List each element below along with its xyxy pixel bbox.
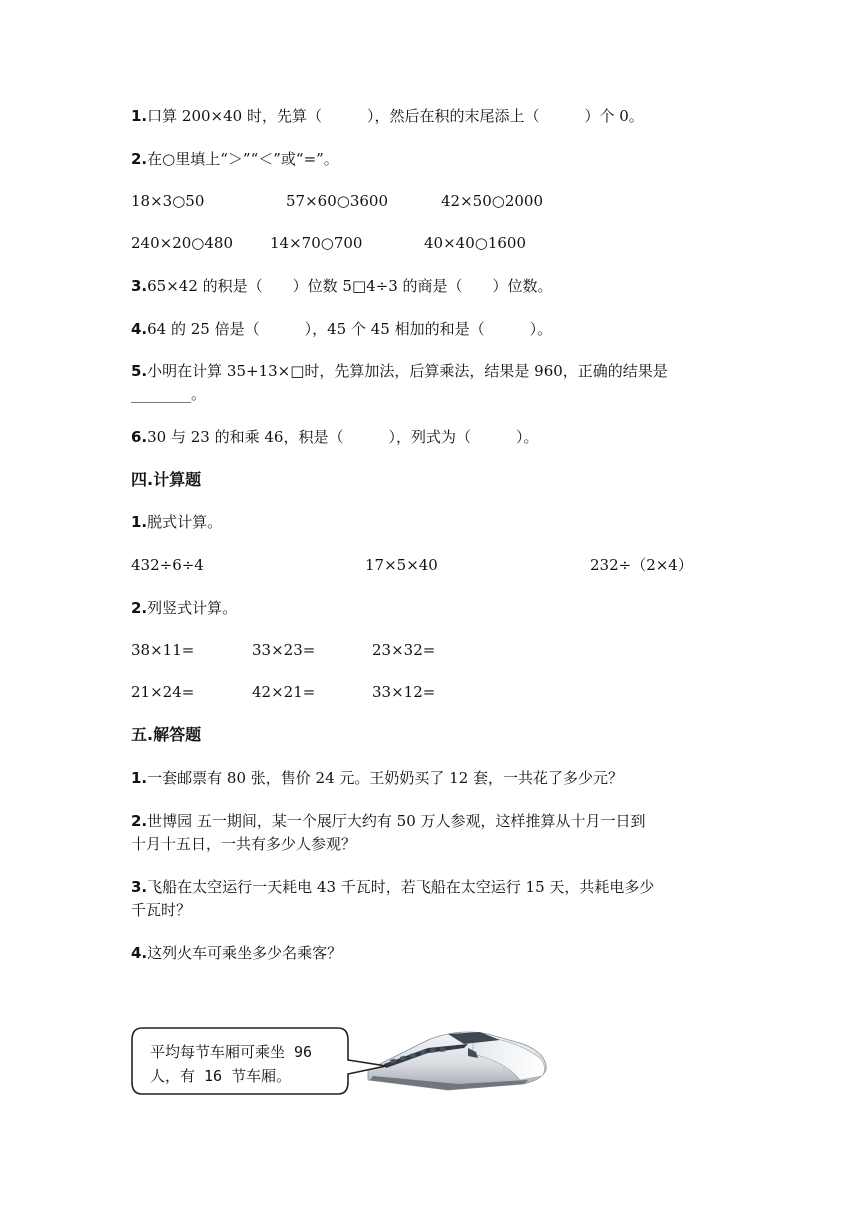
question-3-2: 2.在○里填上“＞”“＜”或“=”。	[131, 150, 339, 168]
question-5-2: 2.世博园 五一期间，某一个展厅大约有 50 万人参观，这样推算从十月一日到	[131, 812, 646, 830]
question-3-5: 5.小明在计算 35+13×□时，先算加法，后算乘法，结果是 960，正确的结果是	[131, 362, 668, 380]
question-5-3-continued: 千瓦时？	[131, 901, 192, 919]
compare-item: 57×60○3600	[286, 192, 389, 210]
speech-bubble	[132, 1028, 386, 1094]
vertical-calc-item: 23×32=	[372, 641, 436, 659]
calc-item: 17×5×40	[365, 556, 438, 574]
vertical-calc-item: 21×24=	[131, 683, 195, 701]
compare-item: 42×50○2000	[441, 192, 544, 210]
compare-item: 14×70○700	[270, 234, 363, 252]
compare-item: 240×20○480	[131, 234, 234, 252]
bubble-text-line2: 人，有 16 节车厢。	[150, 1067, 292, 1085]
vertical-calc-item: 33×12=	[372, 683, 436, 701]
question-3-1: 1.口算 200×40 时，先算（ ），然后在积的末尾添上（ ）个 0。	[131, 107, 644, 125]
question-3-5-answer-blank: ________。	[131, 385, 207, 403]
vertical-calc-item: 33×23=	[252, 641, 316, 659]
calc-item: 232÷（2×4）	[590, 556, 693, 574]
bubble-text-line1: 平均每节车厢可乘坐 96	[150, 1043, 313, 1061]
calc-item: 432÷6÷4	[131, 556, 204, 574]
question-3-6: 6.30 与 23 的和乘 46，积是（ ），列式为（ ）。	[131, 428, 539, 446]
question-5-1: 1.一套邮票有 80 张，售价 24 元。王奶奶买了 12 套，一共花了多少元？	[131, 769, 624, 787]
question-5-4: 4.这列火车可乘坐多少名乘客？	[131, 944, 343, 962]
question-4-2: 2.列竖式计算。	[131, 599, 238, 617]
question-5-3: 3.飞船在太空运行一天耗电 43 千瓦时，若飞船在太空运行 15 天，共耗电多少	[131, 878, 655, 896]
train-icon	[368, 1032, 546, 1090]
train-illustration	[128, 1018, 558, 1104]
question-3-4: 4.64 的 25 倍是（ ），45 个 45 相加的和是（ ）。	[131, 320, 553, 338]
question-5-2-continued: 十月十五日，一共有多少人参观？	[131, 835, 357, 853]
section-heading-word-problems: 五.解答题	[131, 725, 202, 744]
question-3-3: 3.65×42 的积是（ ）位数 5□4÷3 的商是（ ）位数。	[131, 277, 553, 295]
section-heading-calc: 四.计算题	[131, 470, 202, 489]
question-4-1: 1.脱式计算。	[131, 513, 223, 531]
compare-item: 18×3○50	[131, 192, 205, 210]
compare-item: 40×40○1600	[424, 234, 527, 252]
vertical-calc-item: 42×21=	[252, 683, 316, 701]
vertical-calc-item: 38×11=	[131, 641, 195, 659]
